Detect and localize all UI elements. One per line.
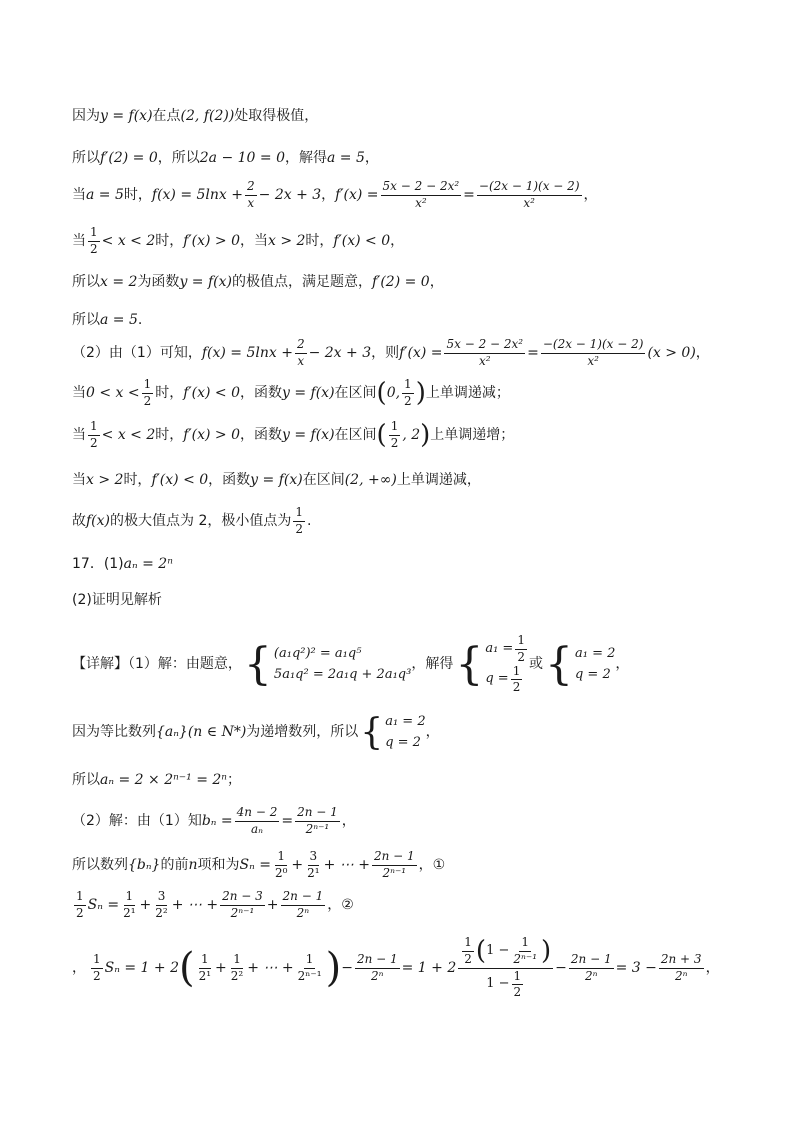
math: f′(x) = (399, 344, 443, 361)
fraction: $\frac{2n - 1}{\text{2ⁿ⁻¹}}$ (297, 805, 338, 836)
text: 当 (72, 232, 86, 249)
line-11 (72, 506, 753, 537)
text: 所以 (72, 772, 100, 788)
line-14 (72, 634, 753, 695)
math: y = f(x) (281, 384, 335, 401)
text: 在区间 (334, 426, 377, 443)
fraction: $\frac{2n - 1}{\text{2ⁿ}}$ (356, 951, 398, 983)
math: + ⋯ + (247, 959, 294, 976)
fraction: $\frac{-(2x - 1)(x - 2)}{\text{x²}}$ (542, 337, 644, 368)
math: {aₙ}(n ∈ N*) (156, 724, 247, 741)
text: 为函数 (137, 274, 180, 290)
text: ， (695, 344, 710, 361)
fraction: $\frac{2n - 1}{\text{2ⁿ}}$ (282, 889, 324, 920)
fraction: $\frac{2n - 1}{\text{2ⁿ⁻¹}}$ (373, 849, 415, 880)
left-brace: { (455, 638, 484, 690)
math: aₙ = 2 × 2ⁿ⁻¹ = 2ⁿ (100, 772, 227, 788)
text: 时， (155, 384, 184, 401)
text: ，② (327, 896, 354, 913)
text: ，当 (239, 232, 268, 249)
line-3 (72, 180, 753, 211)
left-brace: { (360, 711, 384, 753)
text: 时， (305, 232, 334, 249)
text: 故 (72, 512, 86, 529)
math: f(x) = 5lnx + (201, 344, 293, 361)
text: 时， (155, 426, 184, 443)
text: ，① (418, 856, 446, 873)
text: ， (321, 186, 336, 203)
line-2 (72, 150, 753, 167)
text: 时， (123, 472, 152, 488)
math: = 1 + 2 (401, 959, 457, 976)
math: + (139, 896, 152, 913)
text: ， (364, 150, 379, 166)
fraction: $\frac{2}{x}$ (296, 337, 305, 368)
text: 的极大值点为 2，极小值点为 (110, 512, 292, 529)
fraction: $\frac{1}{\text{2¹}}$ (198, 951, 212, 983)
paren: ) (325, 945, 342, 992)
text: ， (583, 186, 598, 203)
text: ，函数 (208, 472, 251, 488)
fraction: $\frac{-(2x - 1)(x - 2)}{\text{x²}}$ (478, 179, 580, 210)
text: ，解得 (411, 656, 454, 673)
math: f′(x) < 0 (333, 232, 391, 249)
math: f(x) = 5lnx + (151, 186, 243, 203)
fraction: $\frac{1}{\text{2ⁿ⁻¹}}$ (297, 951, 322, 983)
line-12 (72, 556, 753, 573)
math: n (188, 856, 198, 873)
text: ，函数 (239, 426, 282, 443)
text: 当 (72, 384, 86, 401)
math: f′(x) = (335, 186, 379, 203)
line-1 (72, 108, 753, 125)
line-9 (72, 420, 753, 451)
text: 【详解】（1）解：由题意， (72, 656, 242, 673)
line-17 (72, 806, 753, 837)
text: 时， (155, 232, 184, 249)
text: (2)证明见解析 (72, 592, 162, 608)
text: ，则 (371, 344, 400, 361)
fraction: $\frac{1}{2}$ (143, 377, 152, 408)
text: 上单调递增； (430, 426, 515, 443)
math: a = 5 (86, 186, 124, 203)
fraction: $\frac{2n - 3}{\text{2ⁿ⁻¹}}$ (222, 889, 263, 920)
fraction: $\frac{1}{2}$ (90, 419, 98, 450)
line-10 (72, 472, 753, 489)
fraction: $\frac{3}{\text{2¹}}$ (307, 849, 320, 880)
math: < x < 2 (101, 232, 156, 249)
fraction: $\frac{2n + 3}{\text{2ⁿ}}$ (660, 951, 702, 983)
text: 在点 (152, 108, 181, 124)
text: 当 (72, 186, 86, 203)
text: ， (615, 656, 630, 673)
math: f′(x) < 0 (151, 472, 209, 488)
fraction: $\frac{4n - 2}{\text{aₙ}}$ (236, 805, 278, 836)
text: ， (425, 724, 440, 741)
fraction: $\frac{\text{5x − 2 − 2x²}}{\text{x²}}$ (446, 337, 524, 368)
math: = (281, 812, 294, 829)
text: （2）由（1）可知， (72, 344, 202, 361)
math: y = f(x) (281, 426, 335, 443)
text: 当 (72, 426, 86, 443)
line-4 (72, 226, 753, 257)
math: Sₙ = 1 + 2 (104, 959, 179, 976)
text: 17．(1) (72, 556, 124, 572)
text: 所以数列 (72, 856, 128, 873)
math: 2a − 10 = 0 (199, 150, 285, 166)
math: f(x) (86, 512, 111, 529)
math: y = f(x) (100, 108, 153, 124)
line-13 (72, 592, 753, 609)
fraction: $\frac{1}{2}$ (93, 951, 101, 983)
fraction: $\frac{1}{2}$ (295, 505, 304, 536)
text: 为递增数列，所以 (246, 724, 359, 741)
fraction: $\frac{1}{\text{2⁰}}$ (274, 849, 288, 880)
fraction: $\frac{1}{2}$ (76, 889, 84, 920)
equation-system: (a₁q²)² = a₁q⁵ 5a₁q² = 2a₁q + 2a₁q³ (273, 645, 412, 682)
line-15 (72, 712, 753, 754)
math: < x < 2 (101, 426, 156, 443)
text: 上单调递减； (425, 384, 510, 401)
text: 所以 (72, 312, 100, 328)
line-19 (72, 890, 753, 921)
line-5 (72, 274, 753, 291)
math: x = 2 (100, 274, 138, 290)
left-brace: { (243, 638, 272, 690)
equation-system: a₁ = 2 q = 2 (385, 714, 426, 750)
math: (2, +∞) (344, 472, 397, 488)
math: Sₙ = (239, 856, 271, 873)
text: 或 (528, 656, 543, 673)
text: 时， (123, 186, 152, 203)
text: 因为等比数列 (72, 724, 156, 741)
math: a = 5 (326, 150, 365, 166)
math: = (527, 344, 539, 361)
math: 0 < x < (86, 384, 140, 401)
text: 所以 (72, 150, 100, 166)
paren: ( (376, 378, 387, 409)
math: x > 2 (267, 232, 306, 249)
fraction: $\frac{2n - 1}{\text{2ⁿ}}$ (570, 951, 612, 983)
math: f′(2) = 0 (371, 274, 430, 290)
math: a = 5 (100, 312, 138, 328)
math: + ⋯ + (323, 856, 370, 873)
line-20 (72, 936, 753, 1000)
math: + ⋯ + (171, 896, 219, 913)
text: ， (341, 812, 356, 829)
text: 所以 (72, 274, 100, 290)
math: f′(2) = 0 (100, 150, 158, 166)
math: {bₙ} (128, 856, 161, 873)
line-8 (72, 378, 753, 409)
fraction: $\frac{2}{x}$ (247, 179, 255, 210)
paren: ( (178, 945, 195, 992)
paren: ( (376, 420, 387, 451)
math: f′(x) < 0 (183, 384, 240, 401)
math: − 2x + 3 (258, 186, 322, 203)
fraction: $\frac{\text{5x − 2 − 2x²}}{\text{x²}}$ (382, 179, 460, 210)
text: 上单调递减， (396, 472, 481, 488)
text: 当 (72, 472, 86, 488)
math: + (266, 896, 279, 913)
math: y = f(x) (250, 472, 303, 488)
line-16 (72, 772, 753, 789)
text: ， (390, 232, 405, 249)
text: ， (72, 959, 86, 976)
text: . (137, 312, 143, 328)
math: aₙ = 2ⁿ (123, 556, 173, 572)
text: 因为 (72, 108, 100, 124)
math: f′(x) > 0 (183, 232, 240, 249)
fraction: $\frac{1}{2}$ (390, 419, 399, 450)
math: 0, (386, 384, 401, 401)
text: ； (226, 772, 241, 788)
text: ，解得 (284, 150, 327, 166)
fraction: $\frac{3}{\text{2²}}$ (155, 889, 168, 920)
math: y = f(x) (179, 274, 232, 290)
fraction: $\frac{1}{\text{2²}}$ (230, 951, 244, 983)
text: 项和为 (197, 856, 240, 873)
left-brace: { (544, 638, 573, 690)
line-7 (72, 338, 753, 369)
math: − 2x + 3 (308, 344, 372, 361)
paren: ) (415, 378, 426, 409)
math: (2, f(2)) (180, 108, 235, 124)
fraction: $\frac{1}{\text{2¹}}$ (123, 889, 136, 920)
math: + (291, 856, 304, 873)
text: 的极值点，满足题意， (231, 274, 372, 290)
text: ，函数 (239, 384, 282, 401)
math: bₙ = (201, 812, 233, 829)
fraction: $\frac{1}{2}$ (404, 377, 412, 408)
equation-system: a₁ = 2 q = 2 (574, 645, 616, 682)
math: (x > 0) (647, 344, 696, 361)
equation-system: a₁ = $\frac{1}{2}$ q = $\frac{1}{2}$ (485, 633, 525, 695)
text: . (307, 512, 312, 529)
math: , 2 (402, 426, 421, 443)
math: = (463, 186, 475, 203)
line-6 (72, 312, 753, 329)
math: x > 2 (86, 472, 124, 488)
text: 在区间 (334, 384, 377, 401)
text: ， (429, 274, 444, 290)
text: ， (705, 959, 720, 976)
paren: ) (420, 420, 431, 451)
line-18 (72, 850, 753, 881)
text: ，所以 (157, 150, 200, 166)
text: 在区间 (302, 472, 345, 488)
fraction: $\frac{1}{2}$ (90, 225, 98, 256)
math: f′(x) > 0 (183, 426, 240, 443)
math: Sₙ = (87, 896, 120, 913)
text: （2）解：由（1）知 (72, 812, 202, 829)
math: − (555, 959, 567, 976)
math: = 3 − (615, 959, 657, 976)
text: 的前 (160, 856, 189, 873)
math: + (215, 959, 227, 976)
math: − (341, 959, 353, 976)
text: 处取得极值， (234, 108, 319, 124)
compound-fraction: $\frac{1}{2}$ ( 1 − $\frac{1}{\text{2ⁿ⁻¹}}$ ) 1 − $\frac{1}{2}$ (458, 936, 553, 1000)
